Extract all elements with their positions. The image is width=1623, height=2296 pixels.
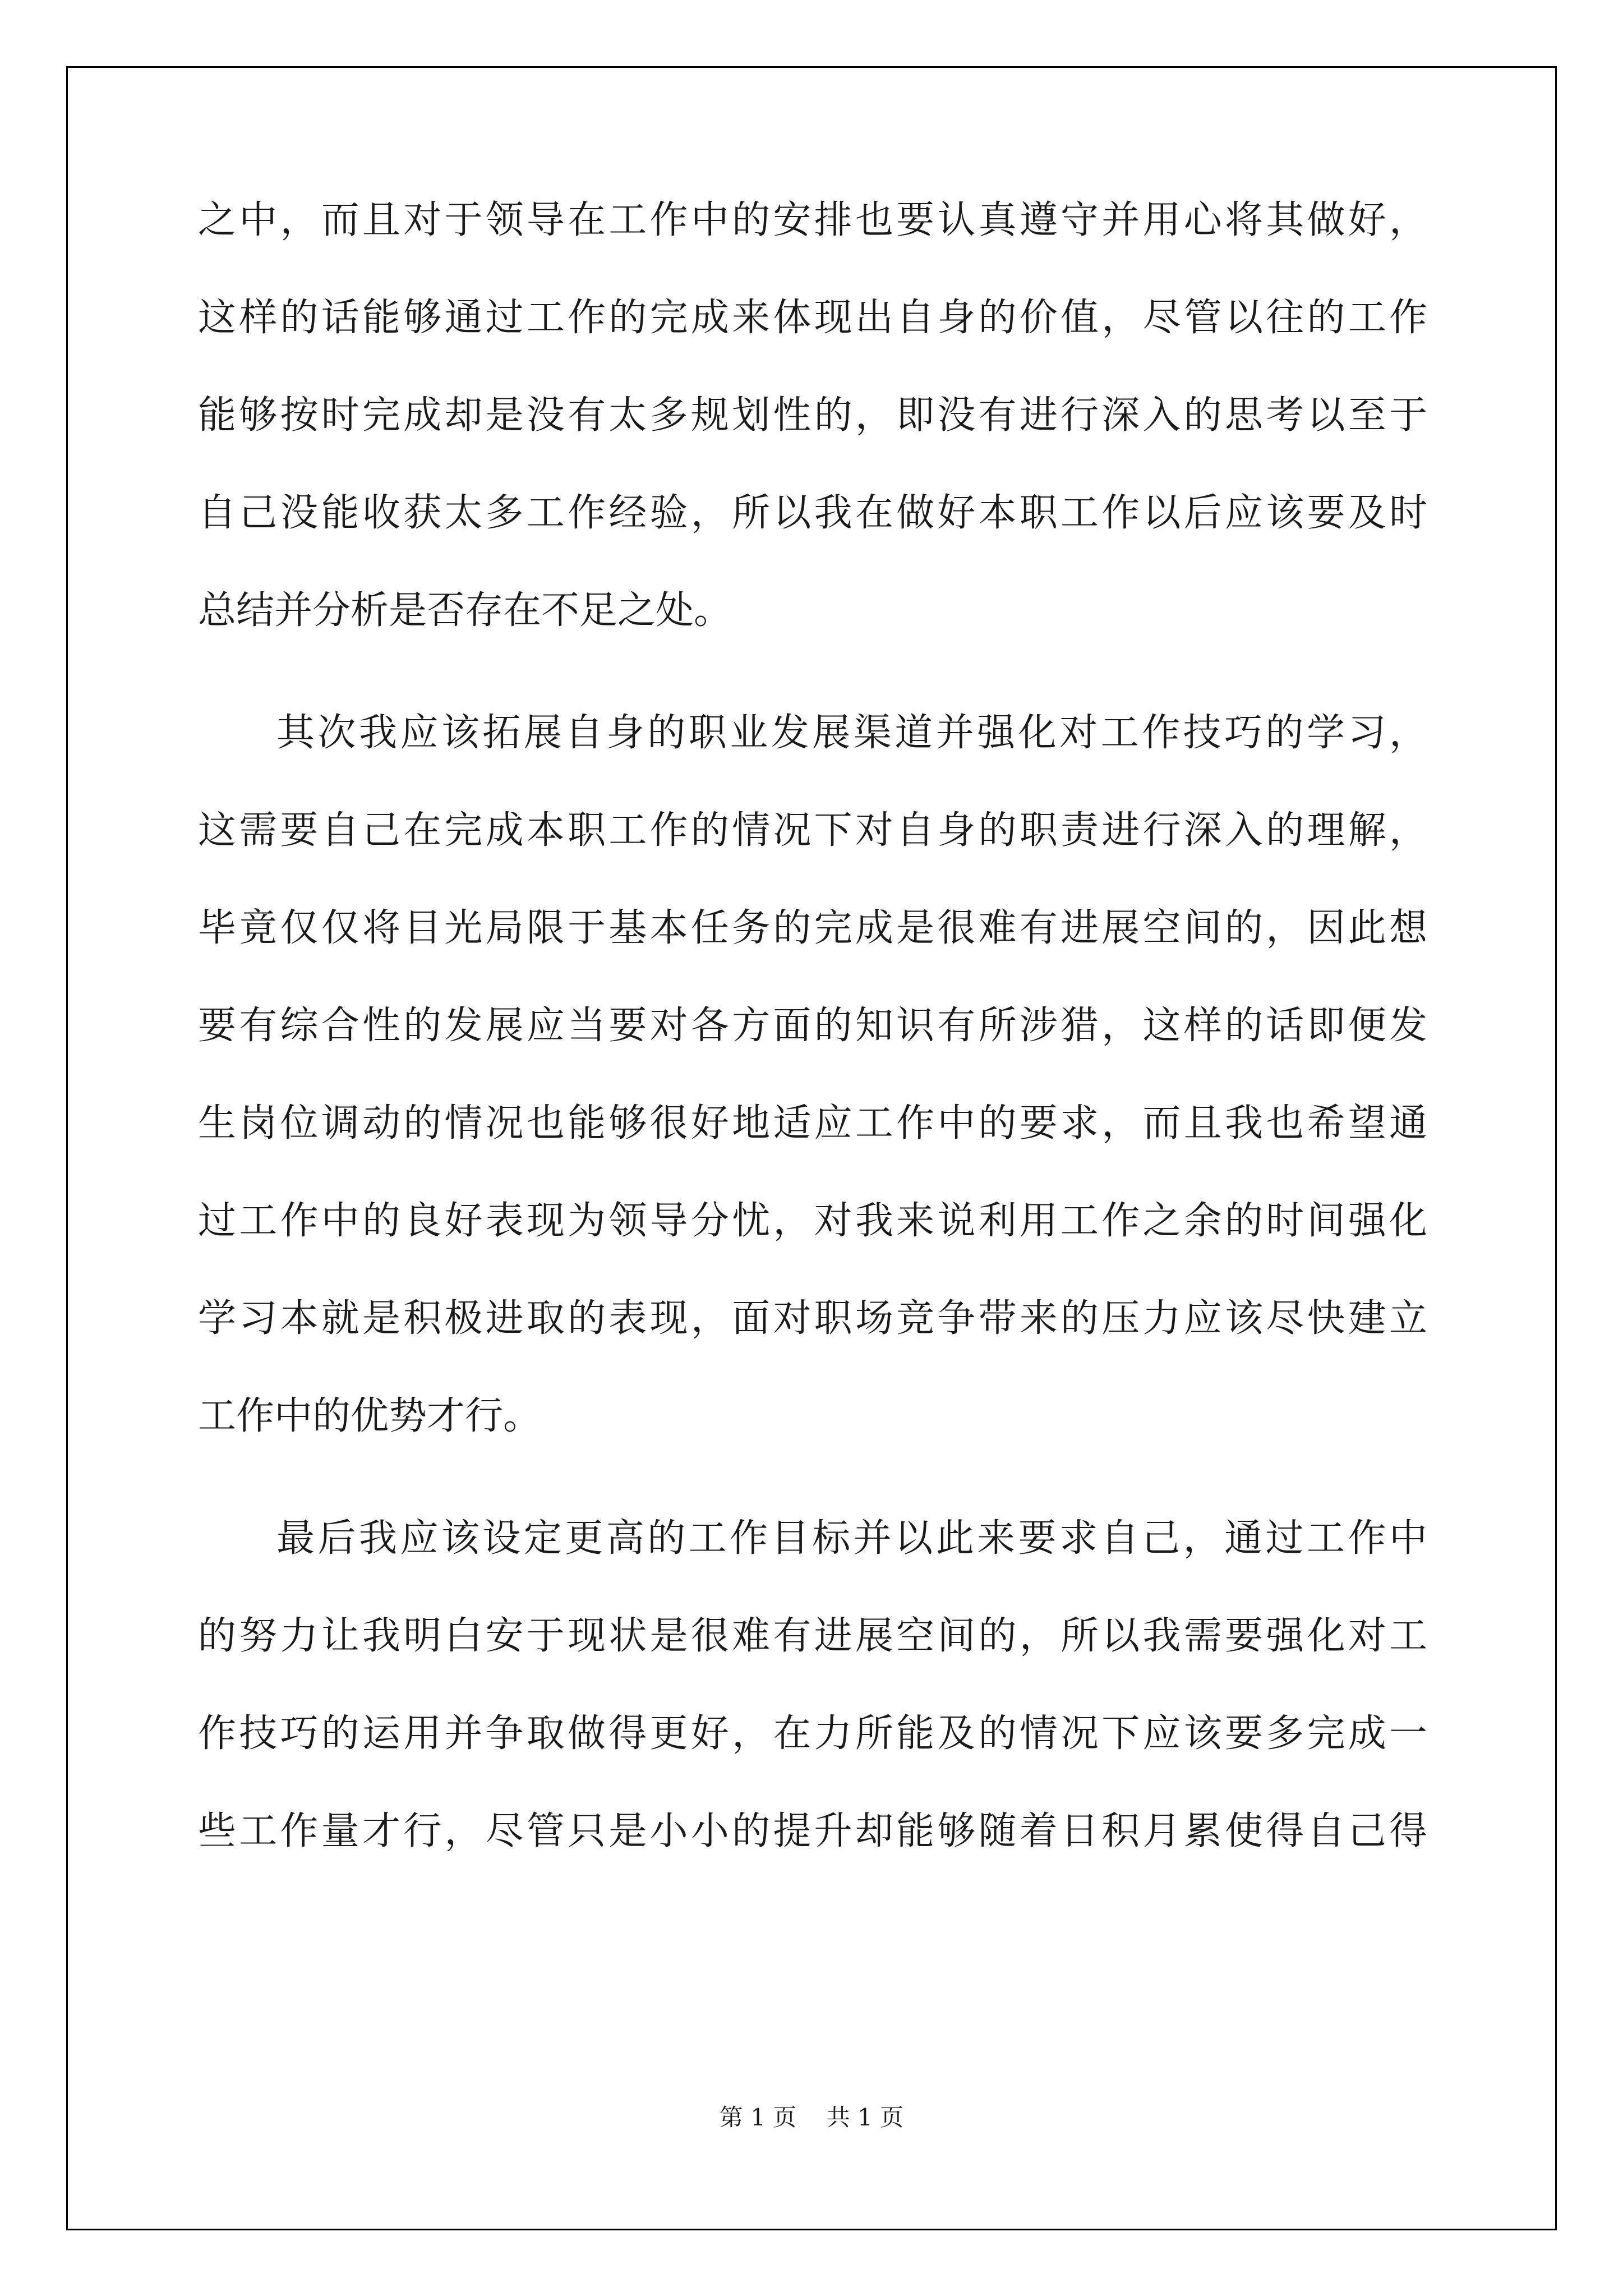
page-number: 第 1 页 bbox=[719, 2104, 797, 2131]
paragraph-spacer bbox=[198, 660, 1427, 684]
text-line: 能够按时完成却是没有太多规划性的，即没有进行深入的思考以至于 bbox=[198, 393, 1427, 438]
text-line: 工作中的优势才行。 bbox=[198, 1394, 542, 1438]
paragraph-1 bbox=[198, 172, 1427, 660]
paragraph-2 bbox=[198, 684, 1427, 1465]
paragraph-3 bbox=[198, 1490, 1427, 1880]
text-line: 总结并分析是否存在不足之处。 bbox=[198, 588, 732, 633]
text-line: 的努力让我明白安于现状是很难有进展空间的，所以我需要强化对工 bbox=[198, 1614, 1427, 1658]
text-line: 过工作中的良好表现为领导分忧，对我来说利用工作之余的时间强化 bbox=[198, 1199, 1427, 1243]
page-footer bbox=[0, 2101, 1623, 2134]
text-line: 些工作量才行，尽管只是小小的提升却能够随着日积月累使得自己得 bbox=[198, 1809, 1427, 1853]
text-line: 这需要自己在完成本职工作的情况下对自身的职责进行深入的理解， bbox=[198, 808, 1427, 853]
text-line: 自己没能收获太多工作经验，所以我在做好本职工作以后应该要及时 bbox=[198, 491, 1427, 535]
text-line-indented: 其次我应该拓展自身的职业发展渠道并强化对工作技巧的学习， bbox=[276, 711, 1427, 755]
paragraph-spacer bbox=[198, 1465, 1427, 1490]
text-line: 要有综合性的发展应当要对各方面的知识有所涉猎，这样的话即便发 bbox=[198, 1004, 1427, 1048]
document-body bbox=[198, 172, 1427, 1880]
text-line: 作技巧的运用并争取做得更好，在力所能及的情况下应该要多完成一 bbox=[198, 1711, 1427, 1756]
text-line: 学习本就是积极进取的表现，面对职场竞争带来的压力应该尽快建立 bbox=[198, 1296, 1427, 1341]
text-line: 这样的话能够通过工作的完成来体现出自身的价值，尽管以往的工作 bbox=[198, 296, 1427, 340]
text-line-indented: 最后我应该设定更高的工作目标并以此来要求自己，通过工作中 bbox=[276, 1516, 1427, 1561]
page-total: 共 1 页 bbox=[826, 2104, 904, 2131]
text-line: 生岗位调动的情况也能够很好地适应工作中的要求，而且我也希望通 bbox=[198, 1101, 1427, 1145]
text-line: 之中，而且对于领导在工作中的安排也要认真遵守并用心将其做好， bbox=[198, 198, 1427, 242]
text-line: 毕竟仅仅将目光局限于基本任务的完成是很难有进展空间的，因此想 bbox=[198, 906, 1427, 950]
